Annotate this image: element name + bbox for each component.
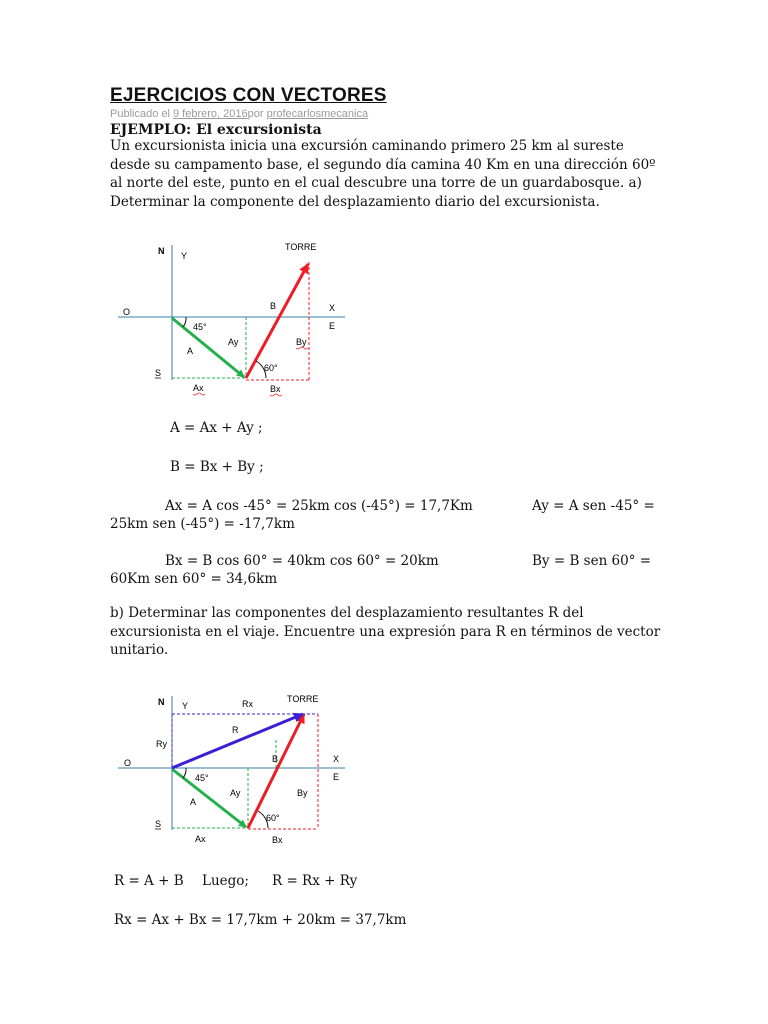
page-title: EJERCICIOS CON VECTORES (110, 85, 387, 106)
label-n: N (158, 246, 165, 256)
vector-diagram-1 (110, 235, 350, 400)
label-y: Y (182, 701, 189, 711)
eq-b-sum: B = Bx + By ; (170, 459, 264, 475)
eq-r-comp: R = Rx + Ry (272, 873, 358, 889)
vector-b (248, 714, 304, 828)
eq-bx-by-block (110, 552, 665, 588)
label-a: A (190, 797, 197, 807)
eq-ax-ay-block (110, 497, 665, 533)
label-bx: Bx (272, 835, 283, 845)
label-45: 45° (195, 773, 209, 783)
eq-ay-1: Ay = A sen -45° = (532, 498, 655, 514)
eq-by-2: 60Km sen 60° = 34,6km (110, 571, 278, 587)
label-ax: Ax (195, 834, 206, 844)
label-60: 60° (264, 363, 278, 373)
vector-r (172, 714, 303, 768)
label-ay: Ay (230, 788, 241, 798)
label-by: By (296, 337, 307, 347)
post-meta (110, 108, 368, 120)
label-ax: Ax (193, 383, 204, 393)
published-prefix: Publicado el (110, 108, 173, 120)
label-x: X (333, 754, 340, 764)
example-heading: EJEMPLO: El excursionista (110, 122, 322, 138)
label-60: 60° (266, 813, 280, 823)
eq-luego: Luego; (202, 873, 249, 889)
vector-diagram-2 (110, 688, 350, 853)
label-n: N (158, 697, 165, 707)
post-date-link[interactable]: 9 febrero, 2016 (173, 108, 248, 120)
label-o: O (124, 758, 132, 768)
label-rx: Rx (242, 699, 253, 709)
label-e: E (329, 321, 336, 331)
label-by: By (297, 788, 308, 798)
label-s: S (155, 819, 162, 829)
eq-a-sum: A = Ax + Ay ; (170, 420, 263, 436)
label-s: S (155, 368, 162, 378)
label-b: B (272, 754, 279, 764)
label-torre: TORRE (285, 242, 317, 252)
eq-r-sum: R = A + B (114, 873, 184, 889)
label-ay: Ay (228, 337, 239, 347)
label-ry: Ry (156, 739, 167, 749)
label-a: A (187, 346, 194, 356)
label-b: B (270, 301, 277, 311)
example-paragraph: Un excursionista inicia una excursión caminando primero 25 km al sureste desde su campamento base, el segundo día camina 40 Km en una dirección 60º al norte del este, punto en el cual descubre una torre de un guardabosque. a) Determinar la componente del desplazamiento diario del excursionista. (110, 138, 656, 210)
label-torre: TORRE (287, 694, 319, 704)
label-x: X (329, 303, 336, 313)
part-b-paragraph: b) Determinar las componentes del desplazamiento resultantes R del excursionista en el viaje. Encuentre una expresión para R en términos de vector unitario. (110, 605, 661, 658)
label-o: O (123, 307, 131, 317)
vector-b (246, 264, 308, 378)
label-bx: Bx (270, 384, 281, 394)
author-link[interactable]: profecarlosmecanica (266, 108, 369, 120)
label-e: E (333, 772, 340, 782)
eq-by-1: By = B sen 60° = (532, 553, 652, 569)
vector-a (172, 318, 244, 377)
label-r: R (232, 725, 239, 735)
by-text: por (247, 108, 267, 120)
label-y: Y (181, 251, 188, 261)
label-45: 45° (193, 322, 207, 332)
eq-rx: Rx = Ax + Bx = 17,7km + 20km = 37,7km (114, 912, 407, 928)
eq-bx: Bx = B cos 60° = 40km cos 60° = 20km (165, 553, 439, 569)
eq-ay-2: 25km sen (-45°) = -17,7km (110, 516, 295, 532)
eq-ax: Ax = A cos -45° = 25km cos (-45°) = 17,7Km (165, 498, 473, 514)
